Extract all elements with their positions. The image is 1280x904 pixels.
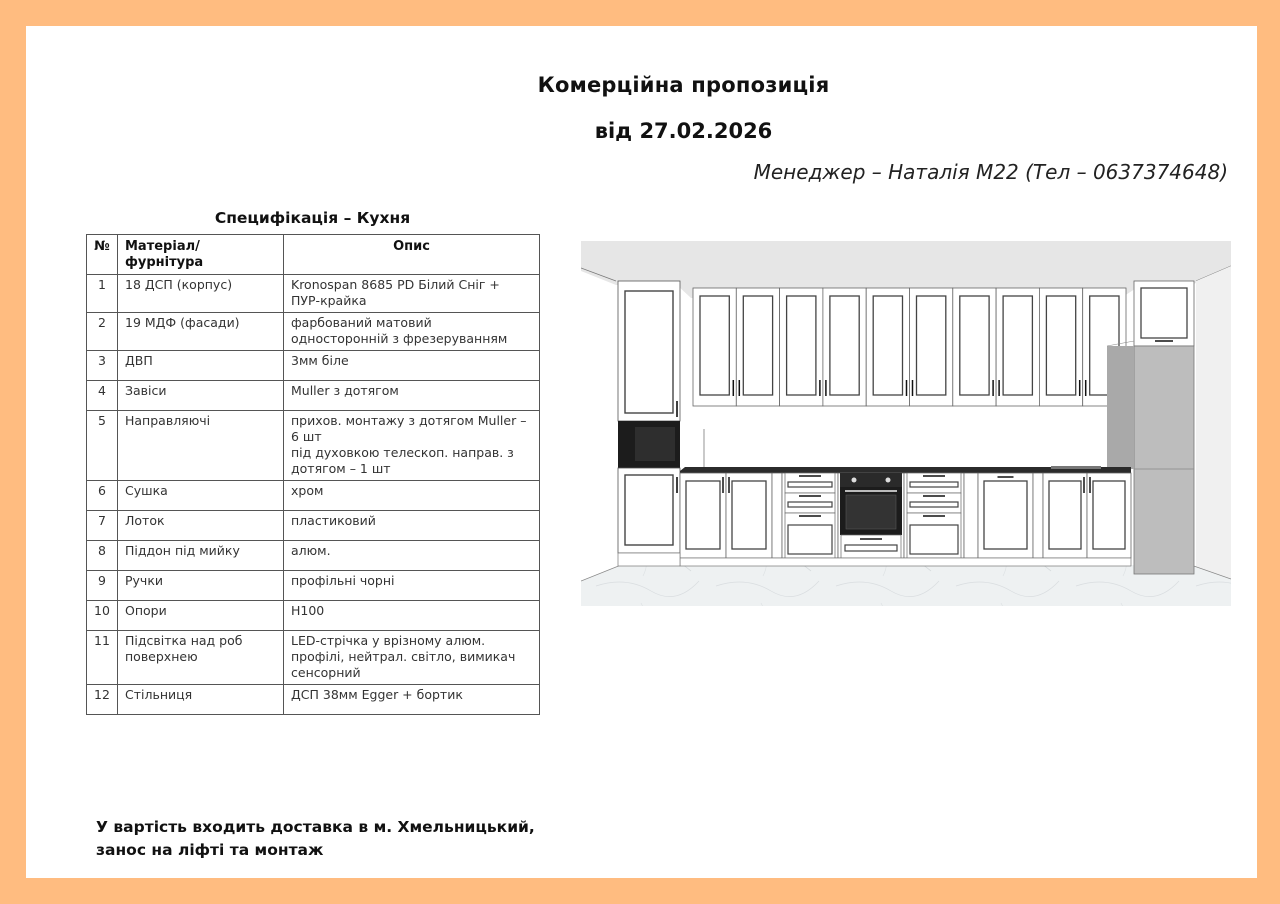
row-material: Направляючі xyxy=(118,411,284,481)
specification-table xyxy=(86,234,540,715)
row-material: Стільниця xyxy=(118,685,284,715)
plinth xyxy=(680,558,1131,566)
row-description xyxy=(284,381,540,411)
row-number: 7 xyxy=(87,511,118,541)
row-description-line: ПУР-крайка xyxy=(291,293,367,308)
table-row xyxy=(87,275,540,313)
row-material: ДВП xyxy=(118,351,284,381)
row-number: 8 xyxy=(87,541,118,571)
right-wall xyxy=(1196,266,1231,579)
row-number: 3 xyxy=(87,351,118,381)
fridge-panel xyxy=(1134,346,1194,574)
row-description-line: профільні чорні xyxy=(291,573,395,588)
delivery-note-line-1: У вартість входить доставка в м. Хмельницький, xyxy=(96,818,535,836)
row-number: 6 xyxy=(87,481,118,511)
sink xyxy=(1051,466,1101,469)
row-description xyxy=(284,631,540,685)
row-description-line: фарбований матовий xyxy=(291,315,432,330)
table-row xyxy=(87,571,540,601)
base-cabinet xyxy=(726,473,772,558)
row-number: 12 xyxy=(87,685,118,715)
table-row xyxy=(87,351,540,381)
table-row xyxy=(87,313,540,351)
row-material: Лоток xyxy=(118,511,284,541)
manager-contact: Менеджер – Наталія М22 (Тел – 0637374648) xyxy=(753,160,1228,184)
fridge-top-cabinet xyxy=(1134,281,1194,346)
row-description xyxy=(284,601,540,631)
microwave-window xyxy=(635,427,675,461)
row-description-line: хром xyxy=(291,483,324,498)
row-description xyxy=(284,511,540,541)
row-description xyxy=(284,481,540,511)
tall-cabinet-upper xyxy=(618,281,680,421)
table-row xyxy=(87,541,540,571)
oven-control-panel xyxy=(840,473,902,487)
row-description-line: LED-стрічка у врізному алюм. xyxy=(291,633,486,648)
row-material-line: Підсвітка над роб xyxy=(125,633,243,648)
table-row xyxy=(87,411,540,481)
table-row xyxy=(87,685,540,715)
row-number: 1 xyxy=(87,275,118,313)
row-description-line: прихов. монтажу з дотягом Muller – xyxy=(291,413,527,428)
delivery-note xyxy=(96,816,556,862)
base-cabinet xyxy=(1033,473,1043,558)
base-cabinet xyxy=(772,473,782,558)
drawer-front xyxy=(907,513,961,558)
row-description-line: під духовкою телескоп. направ. з xyxy=(291,445,514,460)
floor xyxy=(581,565,1231,606)
specification-title: Специфікація – Кухня xyxy=(214,209,411,227)
oven-knob xyxy=(886,478,891,483)
row-description xyxy=(284,411,540,481)
row-description-line: дотягом – 1 шт xyxy=(291,461,391,476)
row-number: 10 xyxy=(87,601,118,631)
document-date: від 27.02.2026 xyxy=(594,119,773,143)
row-description-line: ДСП 38мм Egger + бортик xyxy=(291,687,463,702)
table-row xyxy=(87,631,540,685)
tall-cabinet-lower xyxy=(618,468,680,553)
fridge-side xyxy=(1107,346,1134,469)
table-row xyxy=(87,381,540,411)
row-description-line: сенсорний xyxy=(291,665,361,680)
plinth xyxy=(618,553,680,566)
specification-table-body xyxy=(87,275,540,715)
row-description-line: 3мм біле xyxy=(291,353,349,368)
row-description-line: профілі, нейтрал. світло, вимикач xyxy=(291,649,516,664)
table-row xyxy=(87,511,540,541)
row-description xyxy=(284,571,540,601)
row-material: Сушка xyxy=(118,481,284,511)
row-material: 18 ДСП (корпус) xyxy=(118,275,284,313)
base-cabinet xyxy=(964,473,978,558)
row-description-line: 6 шт xyxy=(291,429,322,444)
row-description xyxy=(284,541,540,571)
drawer-front xyxy=(785,513,835,558)
row-description-line: H100 xyxy=(291,603,325,618)
row-number: 2 xyxy=(87,313,118,351)
row-number: 11 xyxy=(87,631,118,685)
oven-handle xyxy=(845,490,897,492)
row-material: Піддон під мийку xyxy=(118,541,284,571)
row-description-line: алюм. xyxy=(291,543,331,558)
table-row xyxy=(87,481,540,511)
row-material-line: поверхнею xyxy=(125,649,198,664)
document-page xyxy=(26,26,1257,878)
row-description xyxy=(284,275,540,313)
oven-window xyxy=(846,495,896,529)
row-material: 19 МДФ (фасади) xyxy=(118,313,284,351)
row-description xyxy=(284,685,540,715)
column-header-material: Матеріал/фурнітура xyxy=(118,235,284,275)
kitchen-elevation-drawing xyxy=(581,241,1231,606)
row-description-line: пластиковий xyxy=(291,513,376,528)
row-description xyxy=(284,313,540,351)
column-header-number: № xyxy=(87,235,118,275)
row-description-line: Muller з дотягом xyxy=(291,383,399,398)
delivery-note-line-2: занос на ліфті та монтаж xyxy=(96,841,324,859)
kitchen-render xyxy=(581,241,1231,606)
row-description-line: Kronospan 8685 PD Білий Сніг + xyxy=(291,277,500,292)
row-number: 5 xyxy=(87,411,118,481)
base-cabinet xyxy=(978,473,1033,558)
row-description-line: односторонній з фрезеруванням xyxy=(291,331,508,346)
row-material: Опори xyxy=(118,601,284,631)
row-material xyxy=(118,631,284,685)
table-header-row xyxy=(87,235,540,275)
oven-knob xyxy=(852,478,857,483)
row-description xyxy=(284,351,540,381)
row-number: 4 xyxy=(87,381,118,411)
row-material: Ручки xyxy=(118,571,284,601)
row-material: Завіси xyxy=(118,381,284,411)
row-number: 9 xyxy=(87,571,118,601)
base-cabinet xyxy=(680,473,726,558)
document-title: Комерційна пропозиція xyxy=(537,73,830,97)
table-row xyxy=(87,601,540,631)
column-header-description: Опис xyxy=(284,235,540,275)
